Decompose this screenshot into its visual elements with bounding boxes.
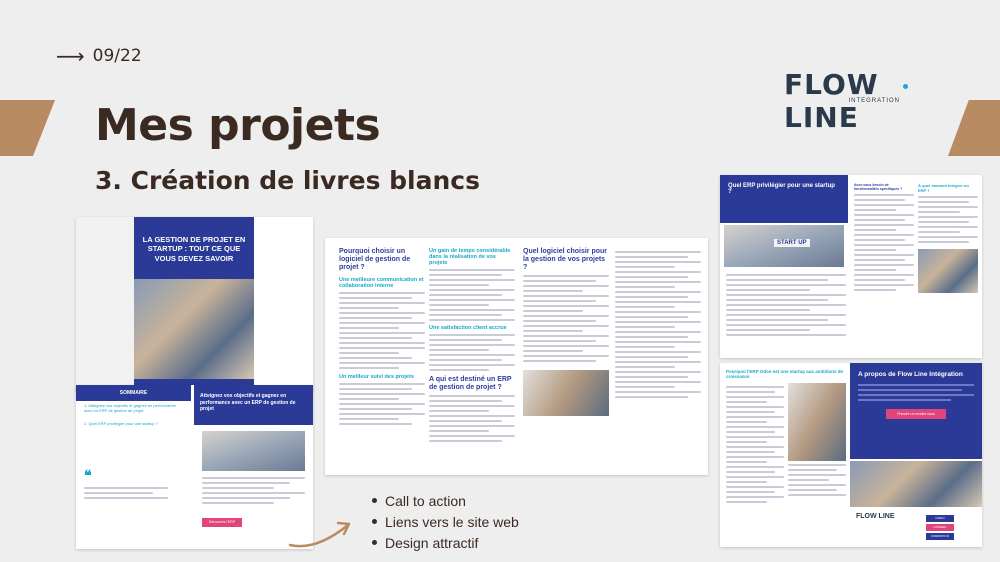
about-brand: FLOW LINE bbox=[856, 513, 895, 520]
page-title: Mes projets bbox=[95, 100, 381, 151]
erp-meeting-photo-image bbox=[918, 249, 978, 293]
slide-counter-text: 09/22 bbox=[92, 46, 142, 66]
bullet-icon bbox=[372, 540, 377, 545]
spread-col-3 bbox=[523, 248, 609, 416]
quote-icon: ❝ bbox=[84, 466, 92, 483]
feature-item bbox=[372, 490, 519, 511]
logo-dot-icon bbox=[903, 84, 908, 89]
spread-sub-2: Un meilleur suivi des projets bbox=[339, 374, 414, 381]
feature-item bbox=[372, 532, 519, 553]
decorative-band-right bbox=[948, 100, 1000, 156]
feature-list bbox=[372, 490, 519, 553]
feature-item bbox=[372, 511, 519, 532]
about-title: A propos de Flow Line Intégration bbox=[858, 371, 963, 378]
summary-header: SOMMAIRE bbox=[76, 385, 191, 401]
whitepaper-about-thumbnail bbox=[720, 363, 982, 547]
about-left bbox=[726, 369, 846, 506]
erp-heading-1: Quel ERP privilégier pour une startup ? bbox=[728, 183, 835, 195]
page-subtitle: 3. Création de livres blancs bbox=[95, 166, 480, 195]
feature-label: Design attractif bbox=[385, 534, 479, 551]
odoo-button: ODOO bbox=[926, 515, 954, 522]
erp-body-left bbox=[726, 271, 846, 339]
whitepaper-cover-thumbnail bbox=[76, 217, 313, 392]
erp-heading-3: À quel moment intégrer un ERP ? bbox=[918, 183, 969, 193]
about-blue-panel bbox=[850, 363, 982, 459]
slide-counter bbox=[56, 44, 142, 68]
spread-col-2 bbox=[429, 248, 515, 445]
about-team-photo-image bbox=[850, 461, 982, 507]
spread-photo-image bbox=[523, 370, 609, 416]
objectives-title: Atteignez vos objectifs et gagnez en performance avec un ERP de gestion de projet bbox=[194, 385, 313, 425]
feature-label: Liens vers le site web bbox=[385, 513, 519, 530]
bullet-icon bbox=[372, 498, 377, 503]
whitepaper-spread-thumbnail bbox=[325, 238, 708, 475]
cover-photo-image bbox=[134, 279, 254, 379]
summary-item-2: 2. Quel ERP privilégier pour une startup ? bbox=[84, 421, 158, 427]
erp-heading-2: Avez-vous besoin de fonctionnalités spécifiques ? bbox=[854, 183, 903, 192]
about-left-heading: Pourquoi l'ERP Odoo est une startup aux ambitions de croissance bbox=[726, 369, 843, 379]
arrow-right-icon: ⟶ bbox=[56, 44, 83, 68]
curved-arrow-icon bbox=[286, 515, 356, 551]
summary-page bbox=[76, 385, 191, 549]
spread-heading-1: Pourquoi choisir un logiciel de gestion de projet ? bbox=[339, 248, 411, 272]
erp-col-3 bbox=[918, 183, 978, 293]
erp-header-panel bbox=[720, 175, 848, 223]
conseil-button: CONSEIL bbox=[926, 524, 954, 531]
spread-sub-1: Une meilleure communication et collaboration interne bbox=[339, 277, 424, 290]
spread-col-4 bbox=[615, 248, 701, 401]
logo-main-text: FLOW LINE bbox=[784, 68, 879, 134]
cover-title: LA GESTION DE PROJET EN STARTUP : TOUT CE QUE VOUS DEVEZ SAVOIR bbox=[142, 235, 246, 263]
discover-erp-button: Découvrez l'ERP bbox=[202, 518, 242, 527]
summary-item-1: 1. Atteignez vos objectifs et gagnez en performance avec un ERP de gestion de projet bbox=[84, 403, 176, 414]
startup-photo-image bbox=[724, 225, 844, 267]
flow-line-logo bbox=[784, 68, 914, 134]
whitepaper-summary-thumbnail bbox=[76, 385, 313, 549]
erp-col-2 bbox=[854, 183, 914, 294]
bullet-icon bbox=[372, 519, 377, 524]
cover-panel bbox=[134, 217, 254, 392]
appointment-button: Prendre un rendez-vous bbox=[886, 409, 946, 419]
whitepaper-erp-thumbnail bbox=[720, 175, 982, 358]
startup-badge: START UP bbox=[774, 239, 810, 247]
spread-sub-3: Une satisfaction client accrue bbox=[429, 325, 507, 331]
spread-heading-3: A qui est destiné un ERP de gestion de projet ? bbox=[429, 376, 512, 392]
about-portrait-image bbox=[788, 383, 846, 461]
cover-side-left bbox=[76, 217, 134, 392]
feature-label: Call to action bbox=[385, 492, 466, 509]
spread-col-1 bbox=[339, 248, 425, 428]
spread-heading-2: Un gain de temps considérable dans la réalisation de vos projets bbox=[429, 248, 511, 266]
decorative-band-left bbox=[0, 100, 55, 156]
about-buttons bbox=[926, 515, 954, 540]
objectives-photo-image bbox=[202, 431, 305, 471]
spread-heading-4: Quel logiciel choisir pour la gestion de vos projets ? bbox=[523, 248, 608, 272]
formation-button: FORMATION bbox=[926, 533, 954, 540]
logo-sub-text: INTEGRATION bbox=[848, 98, 900, 104]
